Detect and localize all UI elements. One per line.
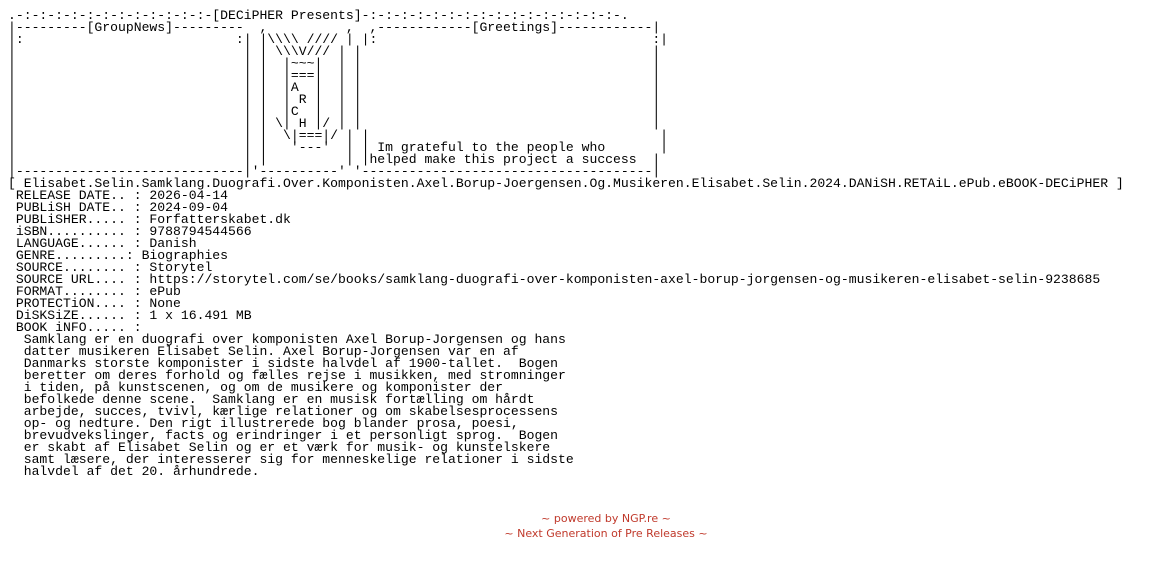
info-line-publish-date: PUBLiSH DATE.. : 2024-09-04	[8, 200, 229, 215]
info-line-genre: GENRE.........: Biographies	[8, 248, 229, 263]
info-line-source-url: SOURCE URL.... : https://storytel.com/se/books/samklang-duografi-over-komponisten-axel-borup-jorgensen-og-musikeren-elisabet-selin-9238685	[8, 272, 1101, 287]
powered-by-footer: ~ powered by NGP.re ~	[541, 512, 671, 525]
book-info-line: Danmarks storste komponister i sidste halvdel af 1900-tallet. Bogen	[8, 356, 559, 371]
nfo-header-line: |: :| |\\\\ //// | |: :|	[8, 32, 669, 47]
nfo-text	[8, 10, 1124, 478]
nfo-header-line: | | | |~~~| | | |	[8, 56, 661, 71]
nfo-header-line: | | | \|===|/ | | |	[8, 128, 669, 143]
nfo-header-line: | | | |===| | | |	[8, 68, 661, 83]
info-line-disksize: DiSKSiZE...... : 1 x 16.491 MB	[8, 308, 252, 323]
book-info-line: samt læsere, der interesserer sig for menneskelige relationer i sidste	[8, 452, 574, 467]
nfo-header-line: | | | | R | | | |	[8, 92, 661, 107]
book-info-line: op- og nedture. Den rigt illustrerede bog blander prosa, poesi,	[8, 416, 519, 431]
nfo-header-line: | | | \| H |/ | | |	[8, 116, 661, 131]
nfo-header-line: | | | | |helped make this project a success |	[8, 152, 661, 167]
info-line-protection: PROTECTiON.... : None	[8, 296, 181, 311]
tagline-footer: ~ Next Generation of Pre Releases ~	[504, 527, 708, 540]
book-info-line: befolkede denne scene. Samklang er en musisk fortælling om hårdt	[8, 392, 535, 407]
nfo-header-line: | | | '---' | | Im grateful to the people who |	[8, 140, 669, 155]
info-line-language: LANGUAGE...... : Danish	[8, 236, 197, 251]
release-title: [ Elisabet.Selin.Samklang.Duografi.Over.Komponisten.Axel.Borup-Joergensen.Og.Musikeren.Elisabet.Selin.2024.DANiSH.RETAiL.ePub.eBOOK-DECiPHER ]	[8, 176, 1124, 191]
book-info-line: er skabt af Elisabet Selin og er et værk for musik- og kunstelskere	[8, 440, 551, 455]
nfo-header-line: | | | \\\V/// | | |	[8, 44, 661, 59]
book-info-line: datter musikeren Elisabet Selin. Axel Borup-Jorgensen var en af	[8, 344, 519, 359]
nfo-header-line: | | | |C | | | |	[8, 104, 661, 119]
book-info-line: brevudvekslinger, facts og erindringer i et personligt sprog. Bogen	[8, 428, 559, 443]
book-info-line: beretter om deres forhold og fælles rejse i musikken, med stromninger	[8, 368, 566, 383]
info-line-format: FORMAT........ : ePub	[8, 284, 181, 299]
info-line-isbn: iSBN.......... : 9788794544566	[8, 224, 252, 239]
nfo-header-line: |---------[GroupNews]--------- , , ,------------[Greetings]------------|	[8, 20, 661, 35]
book-info-line: Samklang er en duografi over komponisten Axel Borup-Jorgensen og hans	[8, 332, 566, 347]
info-line-book-info: BOOK iNFO..... :	[8, 320, 142, 335]
info-line-source: SOURCE........ : Storytel	[8, 260, 213, 275]
book-info-line: arbejde, succes, tvivl, kærlige relationer og om skabelsesprocessens	[8, 404, 559, 419]
book-info-line: i tiden, på kunstscenen, og om de musikere og komponister der	[8, 380, 504, 395]
info-line-publisher: PUBLiSHER..... : Forfatterskabet.dk	[8, 212, 291, 227]
nfo-header-line: .-:-:-:-:-:-:-:-:-:-:-:-:-[DECiPHER Presents]-:-:-:-:-:-:-:-:-:-:-:-:-:-:-:-:-.	[8, 8, 629, 23]
info-line-release-date: RELEASE DATE.. : 2026-04-14	[8, 188, 229, 203]
nfo-header-line: |-----------------------------|'----------' '-------------------------------------|	[8, 164, 661, 179]
book-info-line: halvdel af det 20. århundrede.	[8, 464, 260, 479]
nfo-header-line: | | | |A | | | |	[8, 80, 661, 95]
